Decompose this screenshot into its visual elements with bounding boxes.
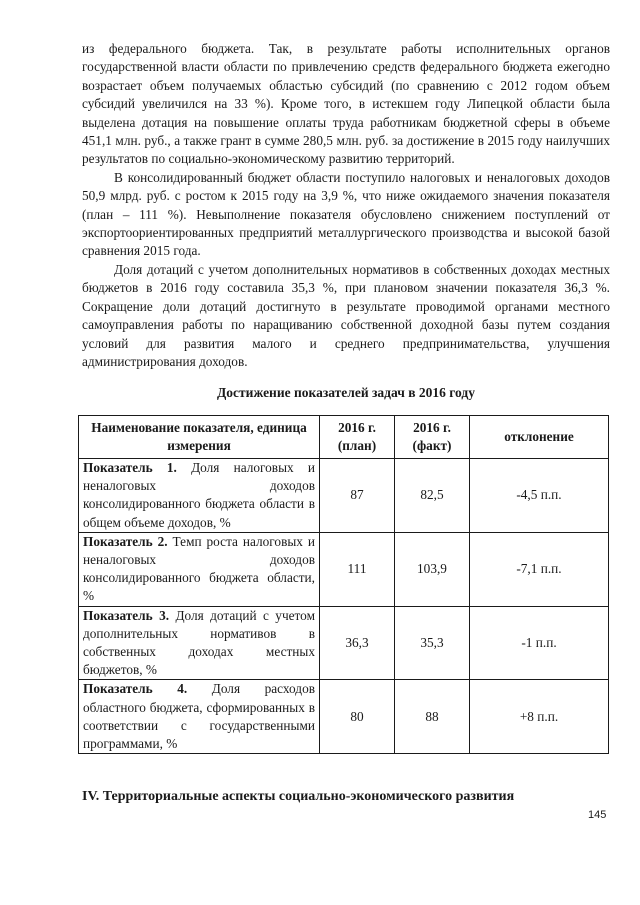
indicator-label: Показатель 3. — [83, 607, 170, 623]
indicator-description: Доля дотаций с учетом дополнительных нормативов в собственных доходах местных бюджетов, % — [83, 607, 315, 678]
plan-value: 36,3 — [320, 606, 395, 680]
plan-value: 111 — [320, 532, 395, 606]
header-deviation: отклонение — [470, 416, 609, 459]
indicator-name-cell — [79, 459, 320, 533]
deviation-value: -1 п.п. — [470, 606, 609, 680]
header-fact: 2016 г. (факт) — [395, 416, 470, 459]
deviation-value: +8 п.п. — [470, 680, 609, 754]
table-row — [79, 532, 609, 606]
indicator-description: Доля налоговых и неналоговых доходов консолидированного бюджета области в общем объеме доходов, % — [83, 460, 315, 530]
fact-value: 35,3 — [395, 606, 470, 680]
deviation-value: -7,1 п.п. — [470, 532, 609, 606]
header-name: Наименование показателя, единица измерения — [79, 416, 320, 459]
indicator-label: Показатель 2. — [83, 533, 168, 549]
indicator-description: Доля расходов областного бюджета, сформированных в соответствии с государственными программами, % — [83, 681, 315, 752]
page-number: 145 — [588, 809, 607, 821]
fact-value: 88 — [395, 680, 470, 754]
table-header-row — [79, 416, 609, 459]
body-text — [82, 40, 610, 371]
fact-value: 103,9 — [395, 532, 470, 606]
indicator-label: Показатель 1. — [83, 460, 177, 475]
paragraph-2: В консолидированный бюджет области поступило налоговых и неналоговых доходов 50,9 млрд. руб. с ростом к 2015 году на 3,9 %, что ниже ожидаемого значения показателя (план – 111 %). Невыполнение показателя обусловлено снижением поступлений от экспортоориентированных предприятий металлургического производства и высокой базой сравнения 2015 года. — [82, 169, 610, 259]
indicator-description: Темп роста налоговых и неналоговых доходов консолидированного бюджета области, % — [83, 533, 315, 604]
indicators-table — [78, 415, 609, 754]
fact-value: 82,5 — [395, 459, 470, 533]
section-heading: IV. Территориальные аспекты социально-экономического развития — [82, 789, 515, 804]
plan-value: 87 — [320, 459, 395, 533]
paragraph-3: Доля дотаций с учетом дополнительных нормативов в собственных доходах местных бюджетов в 2016 году составила 35,3 %, при плановом значении показателя 36,3 %. Сокращение доли дотаций достигнуто в результате проводимой органами местного самоуправления работы по наращиванию собственной доходной базы путем создания условий для развития малого и среднего предпринимательства, улучшения администрирования доходов. — [82, 261, 610, 369]
paragraph-1: из федерального бюджета. Так, в результате работы исполнительных органов государственной власти области по привлечению средств федерального бюджета ежегодно возрастает объем получаемых областью субсидий (по сравнению с 2012 годом объем субсидий увеличился на 33 %). Кроме того, в истекшем году Липецкой области была выделена дотация на повышение оплаты труда работникам бюджетной сферы в объеме 451,1 млн. руб., а также грант в сумме 280,5 млн. руб. за достижение в 2015 году наилучших результатов по социально-экономическому развитию территорий. — [82, 41, 610, 167]
table-row — [79, 459, 609, 533]
table-row — [79, 680, 609, 754]
header-plan: 2016 г. (план) — [320, 416, 395, 459]
deviation-value: -4,5 п.п. — [470, 459, 609, 533]
indicator-label: Показатель 4. — [83, 681, 188, 697]
indicator-name-cell — [79, 606, 320, 680]
table-title: Достижение показателей задач в 2016 году — [217, 385, 475, 400]
plan-value: 80 — [320, 680, 395, 754]
indicator-name-cell — [79, 680, 320, 754]
indicator-name-cell — [79, 532, 320, 606]
table-row — [79, 606, 609, 680]
